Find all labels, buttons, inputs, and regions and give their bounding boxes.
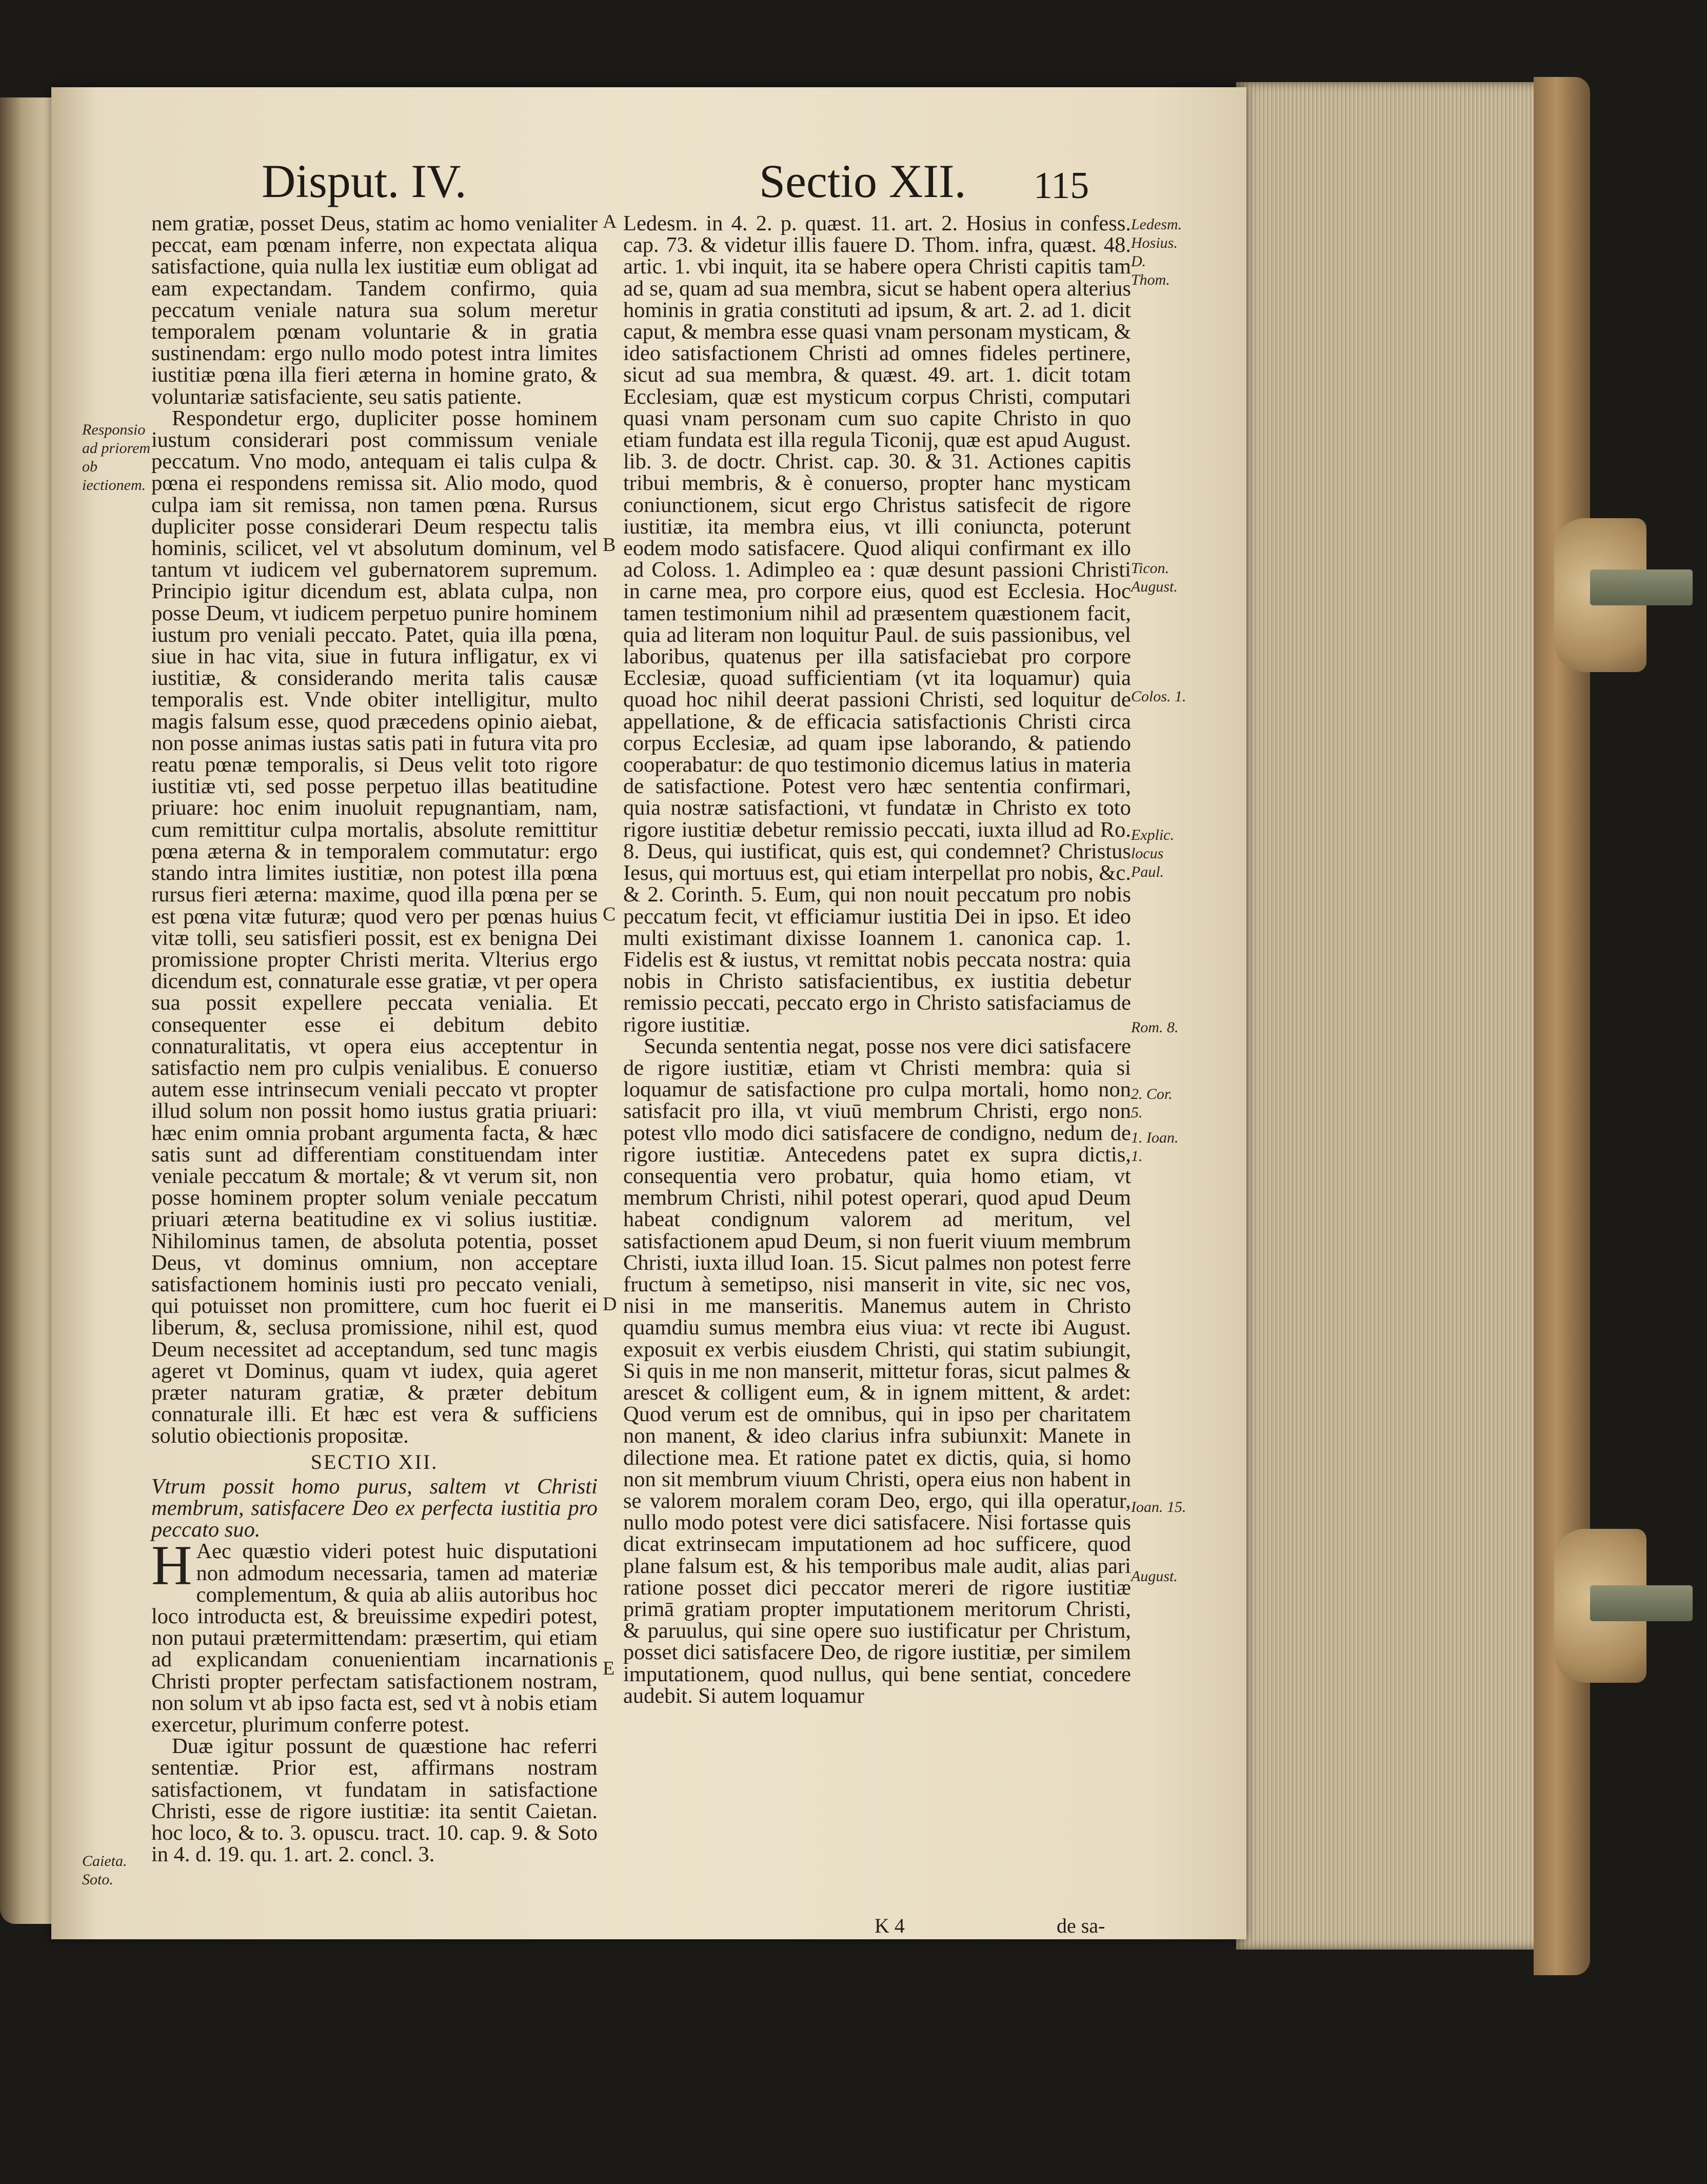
section-letter: D [603, 1293, 617, 1315]
drop-cap: H [151, 1534, 192, 1597]
catchword: de sa- [1057, 1914, 1105, 1937]
section-question: Vtrum possit homo purus, saltem vt Christi membrum, satisfacere Deo ex perfecta iustitia pro peccato suo. [151, 1474, 598, 1542]
right-margin-note: Ioan. 15. [1131, 1499, 1186, 1516]
right-margin-note: Ticon. August. [1131, 560, 1178, 595]
running-head-disputation: Disput. IV. [262, 155, 467, 207]
paragraph: Respondetur ergo, dupliciter posse hominem iustum considerari post commissum veniale peccatum. Vno modo, antequam ei talis culpa & pœna ei respondens remissa sit. Alio modo, quod culpa iam sit remissa, non tamen pœna. Rursus dupliciter posse considerari Deum respectu talis hominis, scilicet, vel vt absolutum dominum, vel tantum vt iudicem vel gubernatorem supremum. Principio igitur dicendum est, ablata culpa, non posse Deum, vt iudicem perpetuo punire hominem iustum pro veniali peccato. Patet, quia illa pœna, siue in hac vita, siue in futura infligatur, ex vi iustitiæ, & considerando merita talis causæ temporalis est. Vnde obiter intelligitur, multo magis falsum esse, quod præcedens opinio aiebat, non posse animas iustas satis pati in futura vita pro reatu pœnæ temporalis, si Deus velit toto rigore iustitiæ vti, sed posse perpetuo illas beatitudine priuare: hoc enim inuoluit repugnantiam, nam, cum remittitur culpa mortalis, absolute remittitur pœna æterna & in temporalem commutatur: ergo stando intra limites iustitiæ, non potest illa pœna rursus fieri æterna: maxime, quod illa pœna per se est pœna vitæ futuræ; quod vero per pœnas huius vitæ tolli, seu satisfieri possit, est ex benigna Dei promissione propter Christi merita. Vlterius ergo dicendum est, connaturale esse gratiæ, vt per opera sua possit expellere peccata venialia. Et consequenter esse ei debitum debito connaturalitatis, vt opera eius acceptentur in satisfactio nem pro culpis venialibus. E conuerso autem esse intrinsecum veniali peccato vt propter illud solum non possit homo iustus gratia priuari: hæc enim omnia probant argumenta facta, & hæc satis sunt ad differentiam constituendam inter veniale peccatum & mortale; & vt verum sit, non posse hominem propter solum veniale peccatum priuari æterna beatitudine ex vi solius iustitiæ. Nihilominus tamen, de absoluta potentia, posset Deus, vt dominus omnium, non acceptare satisfactionem hominis iusti pro peccato veniali, qui potuisset non promittere, cum hoc fuerit ei liberum, &, seclusa promissione, nihil est, quod Deum necessitet ad acceptandum, sed tunc magis ageret vt Dominus, quam vt iudex, quia ageret præter naturam gratiæ, & præter debitum connaturale illi. Et hæc est vera & sufficiens solutio obiectionis propositæ. [151, 406, 598, 1448]
upper-clasp-bar [1590, 569, 1693, 605]
running-head-section: Sectio XII. [759, 155, 966, 207]
right-margin-note: Ledesm. Hosius. D. Thom. [1131, 216, 1182, 288]
page-text-area [51, 87, 1246, 1939]
page-number: 115 [1034, 165, 1089, 207]
paragraph: Ledesm. in 4. 2. p. quæst. 11. art. 2. Hosius in confess. cap. 73. & videtur illis fauere D. Thom. infra, quæst. 48. artic. 1. vbi inquit, ita se habere opera Christi capitis tam ad se, quam ad sua membra, sicut se habent opera alterius hominis in gratia constituti ad ipsum, & art. 2. ad 1. dicit caput, & membra esse quasi vnam personam mysticam, & ideo satisfactionem Christi ad omnes fideles pertinere, sicut ad sua membra, & quæst. 49. art. 1. dicit totam Ecclesiam, quæ est mysticum corpus Christi, computari quasi vnam personam cum suo capite Christo in quo etiam fundata est illa regula Ticonij, quæ est apud August. lib. 3. de doctr. Christ. cap. 30. & 31. Actiones capitis tribui membris, & è conuerso, propter hanc mysticam coniunctionem, sicut ergo Christus satisfecit de rigore iustitiæ, ita membra eius, vt illi coniuncta, poterunt eodem modo satisfacere. Quod aliqui confirmant ex illo ad Coloss. 1. Adimpleo ea : quæ desunt passioni Christi in carne mea, pro corpore eius, quod est Ecclesia. Hoc tamen testimonium nihil ad præsentem quæstionem facit, quia ad literam non loquitur Paul. de suis passionibus, vel laboribus, quatenus per illa satisfaciebat pro corpore Ecclesiæ, quoad sufficientiam (vt ita loquamur) quia quoad hoc nihil deerat passioni Christi, sed loquitur de appellatione, & de efficacia satisfactionis Christi circa corpus Ecclesiæ, ad quam ipse laborando, & patiendo cooperabatur: de quo testimonio dicemus latius in materia de satisfactione. Potest vero hæc sententia confirmari, quia nostræ satisfactioni, vt fundatæ in Christo ex toto rigore iustitiæ debetur remissio peccati, iuxta illud ad Ro. 8. Deus, qui iustificat, quis est, qui condemnet? Christus Iesus, qui mortuus est, qui etiam interpellat pro nobis, &c. & 2. Corinth. 5. Eum, qui non nouit peccatum pro nobis peccatum fecit, vt efficiamur iustitia Dei in ipso. Et ideo multi existimant dixisse Ioannem 1. canonica cap. 1. Fidelis est & iustus, vt remittat nobis peccata nostra: quia nobis in Christo satisfacientibus, ex iustitia debetur remissio peccati, peccato ergo in Christo satisfaciamus de rigore iustitiæ. [623, 211, 1131, 1037]
left-text-column [151, 213, 598, 1865]
right-margin-note: Explic. locus Paul. [1131, 827, 1175, 880]
section-letter: B [603, 534, 616, 556]
book-page [51, 87, 1246, 1939]
book-fore-edge [1236, 82, 1554, 1950]
lower-clasp-bar [1590, 1585, 1693, 1621]
right-margin-note: 1. Ioan. 1. [1131, 1129, 1179, 1165]
right-margin-note: Rom. 8. [1131, 1019, 1179, 1036]
right-margin-note: Colos. 1. [1131, 688, 1186, 705]
book-cover-edge [1534, 77, 1590, 1975]
paragraph: Duæ igitur possunt de quæstione hac referri sententiæ. Prior est, affirmans nostram satisfactionem, vt fundatam in satisfactione Christi, esse de rigore iustitiæ: ita sentit Caietan. hoc loco, & to. 3. opuscu. tract. 10. cap. 9. & Soto in 4. d. 19. qu. 1. art. 2. concl. 3. [151, 1734, 598, 1867]
section-intro [151, 1534, 598, 1737]
right-margin-note: 2. Cor. 5. [1131, 1086, 1173, 1121]
section-letter: A [603, 211, 617, 232]
right-text-column [623, 213, 1131, 1707]
intro-text: Aec quæstio videri potest huic disputationi non admodum necessaria, tamen ad materiæ complementum, & quia ab aliis autoribus hoc loco introducta est, & breuissime expediri potest, non putaui prætermittendam: præsertim, qui etiam ad explicandam conuenientiam incarnationis Christi propter perfectam satisfactionem nostram, non solum vt ab ipso facta est, sed vt à nobis etiam exercetur, plurimum conferre potest. [151, 1539, 598, 1737]
section-title: SECTIO XII. [310, 1450, 439, 1473]
section-letter: E [603, 1658, 615, 1679]
paragraph: nem gratiæ, posset Deus, statim ac homo venialiter peccat, eam pœnam inferre, non expectata aliqua satisfactione, quia nulla lex iustitiæ eum obligat ad eam expectandam. Tandem confirmo, quia peccatum veniale natura sua solum meretur temporalem pœnam voluntarie & in gratia sustinendam: ergo nullo modo potest intra limites iustitiæ pœna illa fieri æterna in homine grato, & voluntariæ satisfaciente, seu satis patiente. [151, 211, 598, 409]
right-margin-note: August. [1131, 1568, 1178, 1585]
paragraph: Secunda sententia negat, posse nos vere dici satisfacere de rigore iustitiæ, etiam vt Christi membra: quia si loquamur de satisfactione pro culpa mortali, homo non satisfacit pro illa, vt viuū membrum Christi, ergo non potest vllo modo dici satisfacere de condigno, nedum de rigore iustitiæ. Antecedens patet ex supra dictis, consequentia vero probatur, quia homo etiam, vt membrum Christi, nihil potest operari, quod apud Deum habeat condignum valorem ad meritum, vel satisfactionem apud Deum, si non fuerit viuum membrum Christi, iuxta illud Ioan. 15. Sicut palmes non potest ferre fructum à semetipso, nisi manserit in vite, sic nec vos, nisi in me manseritis. Manemus autem in Christo quamdiu sumus membra eius viua: vt recte ibi August. exposuit ex verbis eiusdem Christi, qui statim subiungit, Si quis in me non manserit, mittetur foras, sicut palmes & arescet & colligent eum, & in ignem mittent, & ardet: Quod verum est de omnibus, qui in ipso per charitatem non manent, & ideo clarius infra subiunxit: Manete in dilectione mea. Et ratione patet ex dictis, quia, si homo non sit membrum viuum Christi, opera eius non habent in se valorem moralem coram Deo, ergo, qui illa operatur, nullo modo potest vere dici satisfacere. Nisi fortasse quis dicat extrinsecam imputationem ad hoc sufficere, quod plane falsum est, & his temporibus male audit, alias pari ratione posset dici peccator mereri de rigore iustitiæ primā gratiam propter imputationem meritorum Christi, & paruulus, qui sine opere suo iustificatur per Christum, posset dici satisfacere Deo, de rigore iustitiæ, per similem imputationem, quod nullus, qui bene sentiat, concedere audebit. Si autem loquamur [623, 1034, 1131, 1708]
left-margin-note: Responsio ad priorem ob iectionem. [82, 421, 151, 494]
section-letter: C [603, 903, 616, 925]
signature-mark: K 4 [875, 1914, 905, 1937]
left-margin-note: Caieta. Soto. [82, 1853, 127, 1888]
